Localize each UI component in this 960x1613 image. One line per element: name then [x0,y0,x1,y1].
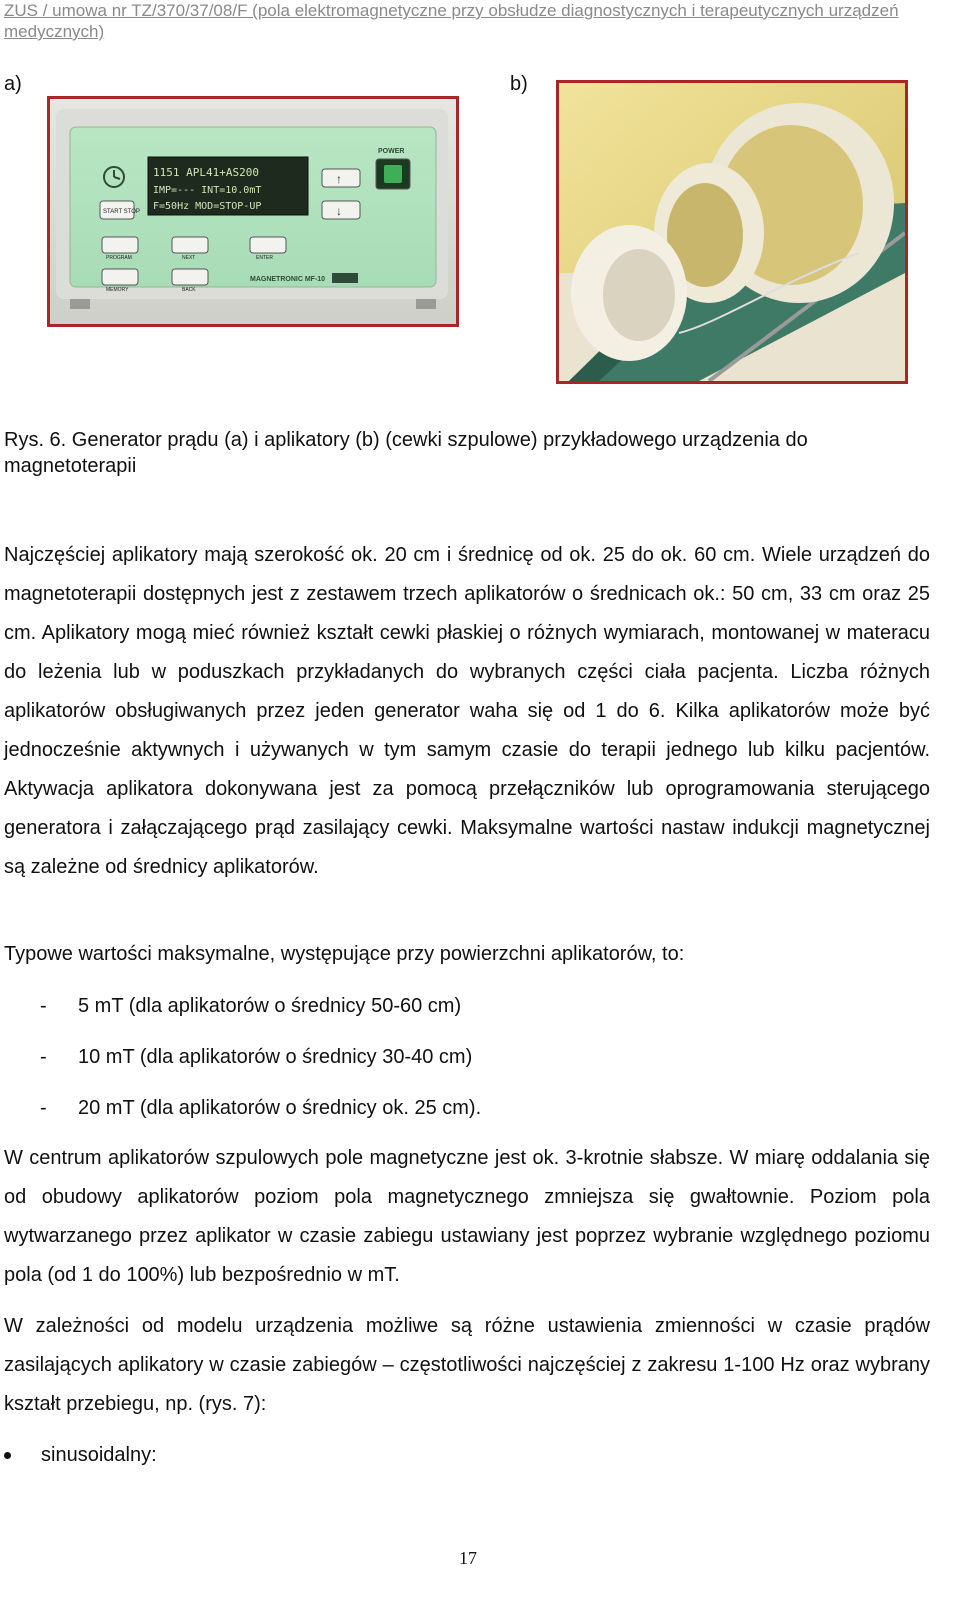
list-dash: - [40,1097,47,1119]
paragraph-field-center: W centrum aplikatorów szpulowych pole magnetyczne jest ok. 3-krotnie słabsze. W miarę oddalania się od obudowy aplikatorów poziom pola magnetycznego zmniejsza się gwałtownie. Poziom pola wytwarzanego przez aplikator w czasie zabiegu ustawiany jest poprzez wybranie względnego poziomu pola (od 1 do 100%) lub bezpośrednio w mT. [4,1147,930,1286]
page-number: 17 [459,1548,477,1568]
list-dash: - [40,1046,47,1068]
memory-button[interactable] [102,269,138,285]
paragraph-applicator-sizes: Najczęściej aplikatory mają szerokość ok. 20 cm i średnicę od ok. 25 do ok. 60 cm. Wiele urządzeń do magnetoterapii dostępnych jest z zestawem trzech aplikatorów o średnicach ok.: 50 cm, 33 cm oraz 25 cm. Aplikatory mogą mieć również kształt cewki płaskiej o różnych wymiarach, montowanej w materacu do leżenia lub w poduszkach przykładanych do wybranych części ciała pacjenta. Liczba różnych aplikatorów obsługiwanych przez jeden generator waha się od 1 do 6. Kilka aplikatorów może być jednocześnie aktywnych i używanych w tym samym czasie do terapii jednego lub kilku pacjentów. Aktywacja aplikatora dokonywana jest za pomocą przełączników lub oprogramowania sterującego generatora i załączającego prąd zasilający cewki. Maksymalne wartości nastaw indukcji magnetycznej są zależne od średnicy aplikatorów. [4,544,930,878]
list-item-text: 10 mT (dla aplikatorów o średnicy 30-40 cm) [78,1046,473,1068]
figure-label-b: b) [510,73,528,95]
lcd-line-2: IMP=--- INT=10.0mT [153,185,262,196]
power-label: POWER [378,148,405,155]
model-label: MAGNETRONIC MF-10 [250,276,326,283]
paragraph-model-settings: W zależności od modelu urządzenia możliwe są różne ustawienia zmienności w czasie prądów zasilających aplikatory w czasie zabiegów – częstotliwości najczęściej z zakresu 1-100 Hz oraz wybrany kształt przebiegu, np. (rys. 7): [4,1315,930,1415]
paragraph-typical-values: Typowe wartości maksymalne, występujące przy powierzchni aplikatorów, to: [4,943,685,965]
applicators-illustration [559,83,905,381]
figure-label-a: a) [4,73,22,95]
document-header[interactable]: ZUS / umowa nr TZ/370/37/08/F (pola elektromagnetyczne przy obsłudze diagnostycznych i terapeutycznych urządzeń medycznych) [4,1,899,41]
next-button[interactable] [172,237,208,253]
manufacturer-logo [332,273,358,283]
back-label: BACK [182,287,196,293]
bullet-text: sinusoidalny: [41,1444,157,1466]
figure-caption: Rys. 6. Generator prądu (a) i aplikatory (b) (cewki szpulowe) przykładowego urządzenia do magnetoterapii [4,429,808,477]
list-dash: - [40,995,47,1017]
program-button[interactable] [102,237,138,253]
lcd-line-3: F=50Hz MOD=STOP-UP [153,201,262,212]
generator-illustration [50,99,456,324]
applicators-photo [556,80,908,384]
up-arrow-icon: ↑ [336,172,342,186]
back-button[interactable] [172,269,208,285]
start-stop-label: START STOP [103,209,140,215]
small-applicator-coil [571,225,687,361]
bullet-dot [4,1452,11,1459]
list-item-text: 5 mT (dla aplikatorów o średnicy 50-60 cm) [78,995,462,1017]
lcd-line-1: 1151 APL41+AS200 [153,166,259,179]
memory-label: MEMORY [106,287,129,293]
down-arrow-icon: ↓ [336,204,342,218]
enter-label: ENTER [256,255,273,261]
enter-button[interactable] [250,237,286,253]
next-label: NEXT [182,255,196,261]
generator-photo [47,96,459,327]
program-label: PROGRAM [106,255,132,261]
list-item-text: 20 mT (dla aplikatorów o średnicy ok. 25 cm). [78,1097,482,1119]
